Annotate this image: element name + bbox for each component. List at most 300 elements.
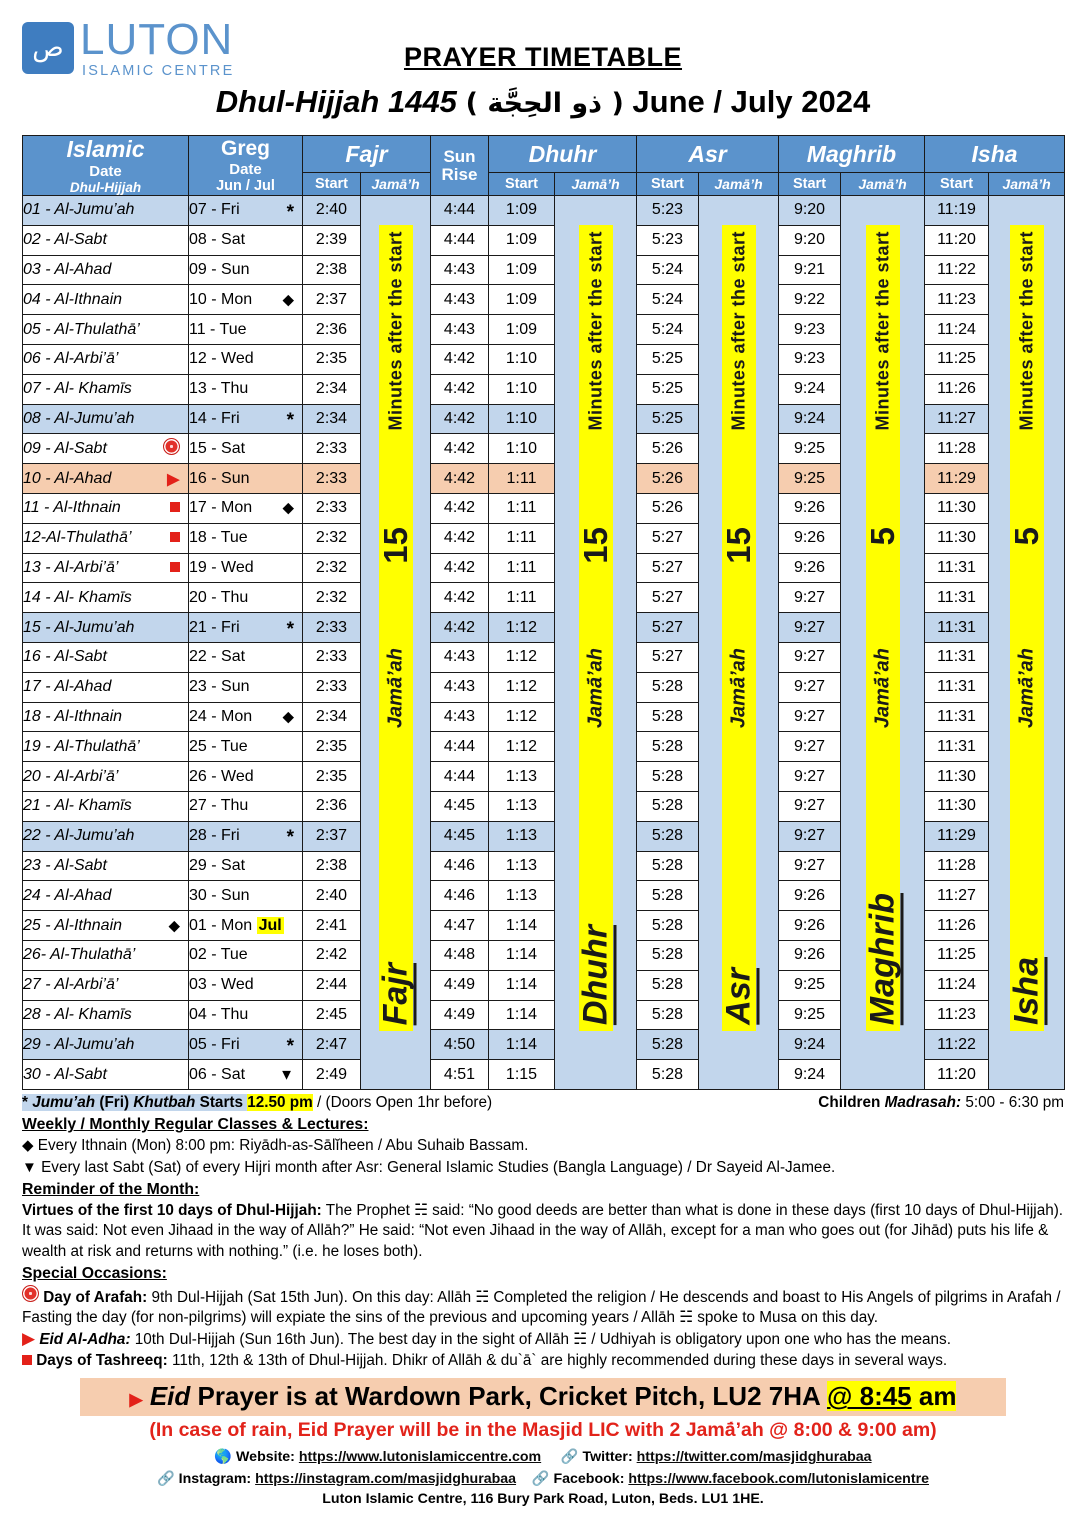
cell-sunrise: 4:47 (431, 911, 489, 941)
cell-asr-start: 5:28 (637, 1030, 699, 1060)
cell-maghrib-start: 9:27 (779, 821, 841, 851)
cell-greg-date: 19 - Wed (189, 553, 303, 583)
col-header-sunrise: Sun Rise (431, 136, 489, 196)
table-body (23, 196, 1065, 1090)
cell-asr-start: 5:27 (637, 613, 699, 643)
cell-isha-start: 11:28 (925, 851, 989, 881)
logo-wordmark: LUTON (80, 15, 234, 64)
cell-sunrise: 4:48 (431, 940, 489, 970)
cell-fajr-start: 2:34 (303, 404, 361, 434)
cell-greg-date: 09 - Sun (189, 255, 303, 285)
eid-banner-am: am (911, 1381, 957, 1412)
cell-islamic-date: 12-Al-Thulathā’ (23, 523, 189, 553)
band-prayer-name: Dhuhr (576, 925, 614, 1026)
cell-fajr-start: 2:37 (303, 285, 361, 315)
cell-isha-start: 11:31 (925, 583, 989, 613)
cell-greg-date: 30 - Sun (189, 881, 303, 911)
cell-fajr-start: 2:44 (303, 970, 361, 1000)
cell-maghrib-start: 9:25 (779, 1000, 841, 1030)
facebook-label: Facebook: (553, 1470, 625, 1487)
cell-fajr-start: 2:40 (303, 881, 361, 911)
cell-fajr-start: 2:38 (303, 851, 361, 881)
cell-greg-date: 25 - Tue (189, 732, 303, 762)
address-line: Luton Islamic Centre, 116 Bury Park Road, Luton, Beds. LU1 1HE. (322, 1490, 764, 1507)
col-header-maghrib: Maghrib (779, 136, 925, 173)
page-title: PRAYER TIMETABLE (403, 42, 683, 72)
cell-dhuhr-start: 1:11 (489, 583, 555, 613)
diamond-icon: ◆ (282, 499, 294, 517)
col-header-maghrib-jamah: Jamā’h (841, 173, 925, 196)
cell-fajr-start: 2:32 (303, 523, 361, 553)
arafah-title: Day of Arafah: (43, 1288, 148, 1306)
cell-islamic-date: 02 - Al-Sabt (23, 225, 189, 255)
social-links (0, 1447, 1086, 1490)
col-header-isha-start: Start (925, 173, 989, 196)
globe-icon: 🌎 (214, 1449, 233, 1466)
cell-maghrib-start: 9:20 (779, 225, 841, 255)
cell-sunrise: 4:42 (431, 374, 489, 404)
facebook-url[interactable]: https://www.facebook.com/lutonislamicentre (628, 1470, 929, 1487)
band-minutes-label: Minutes after the start (728, 230, 748, 431)
cell-maghrib-start: 9:27 (779, 583, 841, 613)
cell-islamic-date: 03 - Al-Ahad (23, 255, 189, 285)
cell-islamic-date: 14 - Al- Khamīs (23, 583, 189, 613)
cell-asr-start: 5:28 (637, 702, 699, 732)
cell-greg-date: 11 - Tue (189, 315, 303, 345)
cell-greg-date: 05 - Fri * (189, 1030, 303, 1060)
cell-isha-start: 11:19 (925, 196, 989, 226)
arafah-medallion-icon (22, 1285, 39, 1302)
cell-maghrib-start: 9:25 (779, 970, 841, 1000)
col-header-fajr-start: Start (303, 173, 361, 196)
cell-isha-start: 11:30 (925, 791, 989, 821)
cell-maghrib-start: 9:23 (779, 344, 841, 374)
cell-islamic-date: 16 - Al-Sabt (23, 642, 189, 672)
band-jamaah-label: Jamā́’ah (727, 648, 749, 729)
cell-sunrise: 4:43 (431, 315, 489, 345)
triangle-right-icon: ▶ (22, 1328, 36, 1348)
cell-isha-start: 11:29 (925, 464, 989, 494)
cell-greg-date: 08 - Sat (189, 225, 303, 255)
band-offset-value: 15 (719, 527, 757, 564)
cell-sunrise: 4:42 (431, 613, 489, 643)
cell-greg-date: 15 - Sat (189, 434, 303, 464)
cell-greg-date: 16 - Sun (189, 464, 303, 494)
cell-asr-start: 5:27 (637, 553, 699, 583)
triangle-down-icon: ▼ (279, 1066, 294, 1083)
cell-greg-date: 01 - Mon Jul (189, 911, 303, 941)
band-jamaah-label: Jamā́’ah (384, 648, 406, 729)
col-header-asr-start: Start (637, 173, 699, 196)
cell-maghrib-start: 9:27 (779, 672, 841, 702)
link-icon: 🔗 (560, 1449, 579, 1466)
jamah-band (1007, 225, 1046, 1031)
cell-islamic-date: 25 - Al-Ithnain ◆ (23, 911, 189, 941)
eid-adha-title: Eid Al-Adha: (39, 1330, 131, 1348)
cell-asr-start: 5:26 (637, 464, 699, 494)
cell-dhuhr-start: 1:13 (489, 881, 555, 911)
cell-islamic-date: 23 - Al-Sabt (23, 851, 189, 881)
jamah-band (719, 225, 757, 1031)
cell-sunrise: 4:46 (431, 881, 489, 911)
cell-greg-date: 26 - Wed (189, 762, 303, 792)
cell-dhuhr-start: 1:10 (489, 434, 555, 464)
cell-dhuhr-start: 1:13 (489, 821, 555, 851)
cell-sunrise: 4:42 (431, 464, 489, 494)
cell-maghrib-start: 9:26 (779, 940, 841, 970)
red-square-icon (170, 499, 180, 517)
col-header-dhuhr-jamah: Jamā’h (555, 173, 637, 196)
cell-asr-start: 5:28 (637, 732, 699, 762)
cell-dhuhr-start: 1:15 (489, 1060, 555, 1090)
jamah-band (863, 225, 902, 1031)
table-row (23, 196, 1065, 226)
cell-islamic-date: 21 - Al- Khamīs (23, 791, 189, 821)
links-row-2 (0, 1469, 1086, 1490)
cell-fajr-start: 2:49 (303, 1060, 361, 1090)
cell-isha-start: 11:22 (925, 255, 989, 285)
band-offset-value: 5 (1007, 527, 1045, 546)
cell-fajr-start: 2:37 (303, 821, 361, 851)
cell-maghrib-start: 9:24 (779, 1060, 841, 1090)
cell-maghrib-start: 9:20 (779, 196, 841, 226)
reminder-body: The Prophet ☵ said: “No good deeds are better than what is done in these days (first 10 days of Dhul-Hijjah). It was said: Not even Jihaad in the way of Allāh?” He said: “Not even Jihaad in the way of Allāh, except for a man who goes out (for Jihād) puts his life & wealth at risk and returns with nothing.” (i.e. he loses both). (22, 1201, 1064, 1260)
cell-dhuhr-start: 1:09 (489, 285, 555, 315)
cell-dhuhr-start: 1:14 (489, 970, 555, 1000)
cell-fajr-start: 2:41 (303, 911, 361, 941)
cell-islamic-date: 08 - Al-Jumu’ah (23, 404, 189, 434)
cell-sunrise: 4:50 (431, 1030, 489, 1060)
subtitle-arabic: ( ذو الحِجَّة ) (465, 88, 624, 119)
cell-fajr-start: 2:36 (303, 791, 361, 821)
cell-asr-start: 5:28 (637, 672, 699, 702)
cell-islamic-date: 04 - Al-Ithnain (23, 285, 189, 315)
col-header-fajr-jamah: Jamā’h (361, 173, 431, 196)
cell-fajr-start: 2:45 (303, 1000, 361, 1030)
cell-fajr-start: 2:32 (303, 583, 361, 613)
band-minutes-label: Minutes after the start (385, 230, 405, 431)
cell-sunrise: 4:42 (431, 344, 489, 374)
banner-triangle-right-icon: ▶ (129, 1390, 143, 1410)
cell-sunrise: 4:42 (431, 493, 489, 523)
cell-isha-start: 11:24 (925, 970, 989, 1000)
cell-islamic-date: 06 - Al-Arbi’ā’ (23, 344, 189, 374)
cell-maghrib-start: 9:26 (779, 493, 841, 523)
cell-greg-date: 29 - Sat (189, 851, 303, 881)
cell-maghrib-start: 9:27 (779, 851, 841, 881)
class-saturday-text: Every last Sabt (Sat) of every Hijri month after Asr: General Islamic Studies (Bangla Language) / Dr Sayeid Al-Jamee. (41, 1158, 836, 1176)
cell-dhuhr-start: 1:12 (489, 642, 555, 672)
cell-islamic-date: 27 - Al-Arbi’ā’ (23, 970, 189, 1000)
cell-fajr-start: 2:35 (303, 762, 361, 792)
reminder-heading: Reminder of the Month: (22, 1180, 200, 1198)
eid-banner-text: Prayer is at Wardown Park, Cricket Pitch, LU2 7HA (190, 1381, 828, 1412)
cell-islamic-date: 26- Al-Thulathā’ (23, 940, 189, 970)
tashreeq-line (22, 1351, 1064, 1371)
cell-islamic-date: 22 - Al-Jumu’ah (23, 821, 189, 851)
link-icon-facebook: 🔗 (531, 1470, 550, 1487)
arafah-line (22, 1285, 1064, 1329)
cell-asr-start: 5:26 (637, 434, 699, 464)
cell-sunrise: 4:44 (431, 762, 489, 792)
cell-asr-start: 5:25 (637, 404, 699, 434)
cell-asr-start: 5:23 (637, 225, 699, 255)
table-header (23, 136, 1065, 196)
prayer-times-table (22, 135, 1065, 1090)
cell-sunrise: 4:43 (431, 702, 489, 732)
eid-banner-eid-word: Eid (149, 1381, 191, 1412)
cell-dhuhr-start: 1:09 (489, 196, 555, 226)
cell-fajr-start: 2:33 (303, 642, 361, 672)
cell-isha-start: 11:31 (925, 732, 989, 762)
cell-fajr-start: 2:42 (303, 940, 361, 970)
col-header-dhuhr: Dhuhr (489, 136, 637, 173)
triangle-right-icon: ▶ (166, 469, 180, 489)
cell-greg-date: 27 - Thu (189, 791, 303, 821)
cell-dhuhr-start: 1:13 (489, 762, 555, 792)
diamond-icon: ◆ (282, 708, 294, 726)
cell-islamic-date: 30 - Al-Sabt (23, 1060, 189, 1090)
diamond-icon: ◆ (168, 917, 180, 935)
cell-islamic-date: 10 - Al-Ahad ▶ (23, 464, 189, 494)
cell-asr-start: 5:25 (637, 374, 699, 404)
cell-asr-start: 5:28 (637, 881, 699, 911)
cell-fajr-start: 2:33 (303, 672, 361, 702)
cell-greg-date: 10 - Mon ◆ (189, 285, 303, 315)
cell-maghrib-start: 9:24 (779, 1030, 841, 1060)
cell-dhuhr-start: 1:10 (489, 374, 555, 404)
band-fajr-jamah (361, 196, 431, 1090)
eid-adha-line (22, 1330, 1064, 1350)
cell-sunrise: 4:42 (431, 553, 489, 583)
cell-greg-date: 04 - Thu (189, 1000, 303, 1030)
diamond-icon: ◆ (282, 291, 294, 309)
cell-fajr-start: 2:35 (303, 732, 361, 762)
special-occasions-heading: Special Occasions: (22, 1264, 167, 1282)
cell-dhuhr-start: 1:12 (489, 702, 555, 732)
cell-maghrib-start: 9:27 (779, 791, 841, 821)
cell-greg-date: 22 - Sat (189, 642, 303, 672)
band-minutes-label: Minutes after the start (585, 230, 605, 431)
cell-isha-start: 11:28 (925, 434, 989, 464)
cell-greg-date: 07 - Fri * (189, 196, 303, 226)
band-prayer-name: Maghrib (863, 892, 902, 1026)
arafah-medallion-icon (163, 438, 180, 460)
logo-glyph: ص (32, 33, 64, 63)
month-badge: Jul (258, 916, 282, 934)
cell-sunrise: 4:44 (431, 732, 489, 762)
cell-sunrise: 4:44 (431, 225, 489, 255)
cell-dhuhr-start: 1:09 (489, 225, 555, 255)
cell-islamic-date: 24 - Al-Ahad (23, 881, 189, 911)
col-header-fajr: Fajr (303, 136, 431, 173)
cell-asr-start: 5:27 (637, 642, 699, 672)
arafah-body: 9th Dul-Hijjah (Sat 15th Jun). On this day: Allāh ☵ Completed the religion / He descends and boast to His Angels of pilgrims in Arafah / Fasting the day (for non-pilgrims) will expiate the sins of the previous and upcoming years / Allāh ☵ spoke to Musa on this day. (22, 1288, 1061, 1327)
rain-contingency-line: (In case of rain, Eid Prayer will be in the Masjid LIC with 2 Jamā́’ah @ 8:00 & 9:00 am) (149, 1419, 937, 1442)
cell-fajr-start: 2:33 (303, 464, 361, 494)
cell-sunrise: 4:51 (431, 1060, 489, 1090)
cell-fajr-start: 2:35 (303, 344, 361, 374)
cell-isha-start: 11:31 (925, 642, 989, 672)
cell-asr-start: 5:24 (637, 285, 699, 315)
cell-isha-start: 11:27 (925, 881, 989, 911)
col-header-isha: Isha (925, 136, 1065, 173)
band-offset-value: 15 (576, 527, 614, 564)
cell-greg-date: 13 - Thu (189, 374, 303, 404)
cell-isha-start: 11:30 (925, 762, 989, 792)
cell-dhuhr-start: 1:11 (489, 553, 555, 583)
cell-dhuhr-start: 1:14 (489, 1030, 555, 1060)
cell-dhuhr-start: 1:14 (489, 940, 555, 970)
cell-asr-start: 5:28 (637, 1060, 699, 1090)
cell-asr-start: 5:24 (637, 315, 699, 345)
eid-prayer-banner (80, 1378, 1006, 1416)
cell-islamic-date: 13 - Al-Arbi’ā’ (23, 553, 189, 583)
twitter-url[interactable]: https://twitter.com/masjidghurabaa (636, 1449, 872, 1466)
reminder-lead: Virtues of the first 10 days of Dhul-Hijjah: (22, 1201, 322, 1219)
cell-isha-start: 11:27 (925, 404, 989, 434)
jumuah-start-time: 12.50 pm (247, 1093, 313, 1111)
cell-isha-start: 11:29 (925, 821, 989, 851)
cell-isha-start: 11:25 (925, 344, 989, 374)
cell-isha-start: 11:31 (925, 672, 989, 702)
cell-islamic-date: 05 - Al-Thulathā’ (23, 315, 189, 345)
band-minutes-label: Minutes after the start (872, 230, 893, 431)
cell-asr-start: 5:28 (637, 940, 699, 970)
logo-subtitle: ISLAMIC CENTRE (82, 63, 235, 79)
band-dhuhr-jamah (555, 196, 637, 1090)
cell-asr-start: 5:28 (637, 970, 699, 1000)
cell-maghrib-start: 9:26 (779, 881, 841, 911)
cell-fajr-start: 2:34 (303, 702, 361, 732)
band-prayer-name: Fajr (376, 962, 414, 1026)
cell-islamic-date: 07 - Al- Khamīs (23, 374, 189, 404)
website-label: Website: (236, 1449, 295, 1466)
cell-islamic-date: 28 - Al- Khamīs (23, 1000, 189, 1030)
cell-asr-start: 5:27 (637, 523, 699, 553)
band-jamaah-label: Jamā́’ah (584, 648, 606, 729)
cell-greg-date: 06 - Sat ▼ (189, 1060, 303, 1090)
cell-sunrise: 4:42 (431, 404, 489, 434)
cell-greg-date: 12 - Wed (189, 344, 303, 374)
cell-asr-start: 5:28 (637, 762, 699, 792)
jumuah-khutbah-note: * Jumu’ah (Fri) Khutbah Starts 12.50 pm / (Doors Open 1hr before) (22, 1093, 493, 1111)
eid-banner-time: @ 8:45 (827, 1381, 912, 1412)
band-prayer-name: Asr (719, 968, 757, 1026)
red-square-icon (170, 529, 180, 547)
col-header-asr: Asr (637, 136, 779, 173)
band-isha-jamah (989, 196, 1065, 1090)
cell-dhuhr-start: 1:11 (489, 493, 555, 523)
cell-asr-start: 5:28 (637, 791, 699, 821)
cell-islamic-date: 01 - Al-Jumu’ah (23, 196, 189, 226)
band-offset-value: 5 (863, 527, 901, 546)
red-square-icon (170, 559, 180, 577)
cell-dhuhr-start: 1:13 (489, 791, 555, 821)
cell-dhuhr-start: 1:12 (489, 672, 555, 702)
cell-isha-start: 11:20 (925, 1060, 989, 1090)
instagram-url[interactable]: https://instagram.com/masjidghurabaa (255, 1470, 517, 1487)
link-icon-instagram: 🔗 (157, 1470, 175, 1487)
cell-asr-start: 5:28 (637, 851, 699, 881)
page-subtitle (0, 84, 1086, 120)
cell-isha-start: 11:26 (925, 374, 989, 404)
cell-greg-date: 17 - Mon ◆ (189, 493, 303, 523)
page-header (0, 0, 1086, 135)
cell-greg-date: 23 - Sun (189, 672, 303, 702)
cell-greg-date: 14 - Fri * (189, 404, 303, 434)
cell-maghrib-start: 9:24 (779, 374, 841, 404)
cell-sunrise: 4:49 (431, 970, 489, 1000)
band-offset-value: 15 (376, 527, 414, 564)
cell-greg-date: 02 - Tue (189, 940, 303, 970)
cell-sunrise: 4:43 (431, 255, 489, 285)
cell-islamic-date: 19 - Al-Thulathā’ (23, 732, 189, 762)
col-header-islamic-date: Islamic Date Dhul-Hijjah (23, 136, 189, 196)
website-url[interactable]: https://www.lutonislamiccentre.com (298, 1449, 542, 1466)
band-asr-jamah (699, 196, 779, 1090)
cell-maghrib-start: 9:22 (779, 285, 841, 315)
cell-islamic-date: 18 - Al-Ithnain (23, 702, 189, 732)
cell-maghrib-start: 9:27 (779, 762, 841, 792)
madrasah-note: Children Madrasah: 5:00 - 6:30 pm (818, 1093, 1064, 1111)
cell-maghrib-start: 9:21 (779, 255, 841, 285)
cell-greg-date: 21 - Fri * (189, 613, 303, 643)
instagram-label: Instagram: (178, 1470, 252, 1487)
tashreeq-body: 11th, 12th & 13th of Dhul-Hijjah. Dhikr of Allāh & du`ā` are highly recommended during these days in several ways. (167, 1352, 948, 1369)
cell-sunrise: 4:43 (431, 285, 489, 315)
cell-sunrise: 4:46 (431, 851, 489, 881)
cell-maghrib-start: 9:27 (779, 702, 841, 732)
red-square-icon (22, 1355, 32, 1365)
cell-dhuhr-start: 1:11 (489, 523, 555, 553)
cell-dhuhr-start: 1:14 (489, 1000, 555, 1030)
cell-dhuhr-start: 1:10 (489, 404, 555, 434)
cell-maghrib-start: 9:24 (779, 404, 841, 434)
cell-isha-start: 11:30 (925, 523, 989, 553)
subtitle-gregorian: June / July 2024 (632, 84, 871, 119)
cell-greg-date: 03 - Wed (189, 970, 303, 1000)
cell-isha-start: 11:22 (925, 1030, 989, 1060)
subtitle-islamic: Dhul-Hijjah 1445 (215, 84, 457, 119)
cell-asr-start: 5:28 (637, 821, 699, 851)
jamah-band (376, 225, 414, 1031)
cell-dhuhr-start: 1:10 (489, 344, 555, 374)
cell-islamic-date: 09 - Al-Sabt (23, 434, 189, 464)
col-header-greg-date: Greg Date Jun / Jul (189, 136, 303, 196)
cell-dhuhr-start: 1:09 (489, 315, 555, 345)
cell-asr-start: 5:24 (637, 255, 699, 285)
links-row-1 (0, 1447, 1086, 1468)
cell-fajr-start: 2:39 (303, 225, 361, 255)
band-jamaah-label: Jamā́’ah (871, 648, 894, 729)
cell-sunrise: 4:42 (431, 434, 489, 464)
cell-maghrib-start: 9:26 (779, 523, 841, 553)
cell-greg-date: 20 - Thu (189, 583, 303, 613)
cell-greg-date: 28 - Fri * (189, 821, 303, 851)
cell-islamic-date: 20 - Al-Arbi’ā’ (23, 762, 189, 792)
col-header-isha-jamah: Jamā’h (989, 173, 1065, 196)
cell-sunrise: 4:45 (431, 821, 489, 851)
cell-sunrise: 4:42 (431, 583, 489, 613)
cell-maghrib-start: 9:25 (779, 464, 841, 494)
cell-fajr-start: 2:40 (303, 196, 361, 226)
cell-fajr-start: 2:34 (303, 374, 361, 404)
tashreeq-title: Days of Tashreeq: (36, 1352, 168, 1369)
cell-isha-start: 11:23 (925, 285, 989, 315)
cell-sunrise: 4:43 (431, 642, 489, 672)
cell-fajr-start: 2:32 (303, 553, 361, 583)
